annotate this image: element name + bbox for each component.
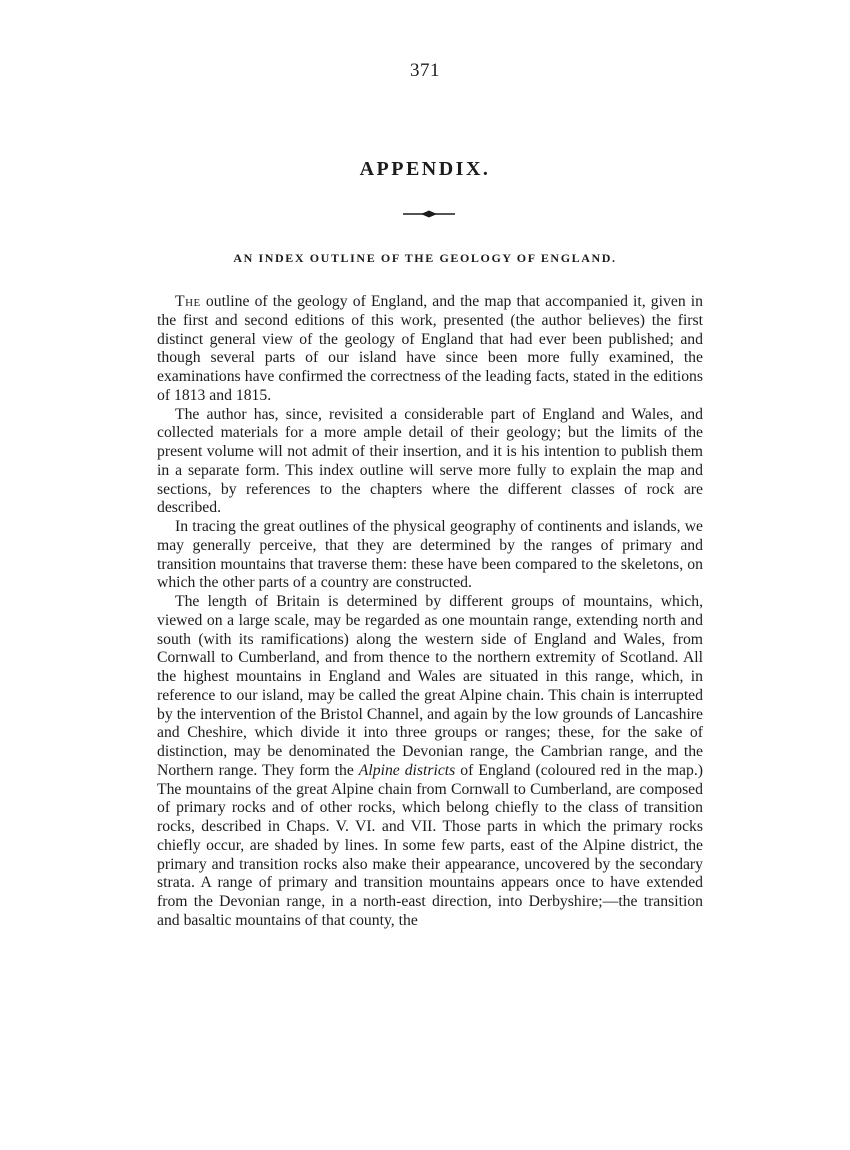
paragraph-text: The length of Britain is determined by different groups of mountains, which, viewed on a large scale, may be regarded as one mountain range, extending north and south (with its ramifications) along the western side of England and Wales, from Cornwall to Cumberland, and from thence to the northern extremity of Scotland. All the highest mountains in England and Wales are situated in this range, which, in reference to our island, may be called the great Alpine chain. This chain is interrupted by the intervention of the Bristol Channel, and again by the low grounds of Lancashire and Cheshire, which divide it into three groups or ranges; these, for the sake of distinction, may be denominated the Devonian range, the Cambrian range, and the Northern range. They form the xyxy=(157,593,703,779)
paragraph-text: of England (coloured red in the map.) The mountains of the great Alpine chain from Cornwall to Cumberland, are composed of primary rocks and of other rocks, which belong chiefly to the class of transition rocks, described in Chaps. V. VI. and VII. Those parts in which the primary rocks chiefly occur, are shaded by lines. In some few parts, east of the Alpine district, the primary and transition rocks also make their appearance, uncovered by the secondary strata. A range of primary and transition mountains appears once to have extended from the Devonian range, in a north-east direction, into Derbyshire;—the transition and basaltic mountains of that county, the xyxy=(157,761,703,929)
paragraph-lead-word: The xyxy=(175,293,201,310)
body-text xyxy=(157,293,703,931)
italic-phrase: Alpine districts xyxy=(358,761,456,779)
paragraph xyxy=(157,593,703,931)
paragraph-text: outline of the geology of England, and the map that accompanied it, given in the first and second editions of this work, presented (the author believes) the first distinct general view of the geology of England that had ever been published; and though several parts of our island have since been more fully examined, the examinations have confirmed the correctness of the leading facts, stated in the editions of 1813 and 1815. xyxy=(157,293,703,404)
appendix-title: APPENDIX. xyxy=(359,158,491,180)
page-number: 371 xyxy=(410,60,440,81)
section-heading: AN INDEX OUTLINE OF THE GEOLOGY OF ENGLAND. xyxy=(233,251,617,265)
paragraph xyxy=(157,293,703,406)
paragraph: In tracing the great outlines of the physical geography of continents and islands, we may generally perceive, that they are determined by the ranges of primary and transition mountains that traverse them: these have been compared to the skeletons, on which the other parts of a country are constructed. xyxy=(157,518,703,592)
ornamental-rule-icon xyxy=(399,208,459,220)
paragraph: The author has, since, revisited a considerable part of England and Wales, and collected materials for a more ample detail of their geology; but the limits of the present volume will not admit of their insertion, and it is his intention to publish them in a separate form. This index outline will serve more fully to explain the map and sections, by references to the chapters where the different classes of rock are described. xyxy=(157,405,703,517)
